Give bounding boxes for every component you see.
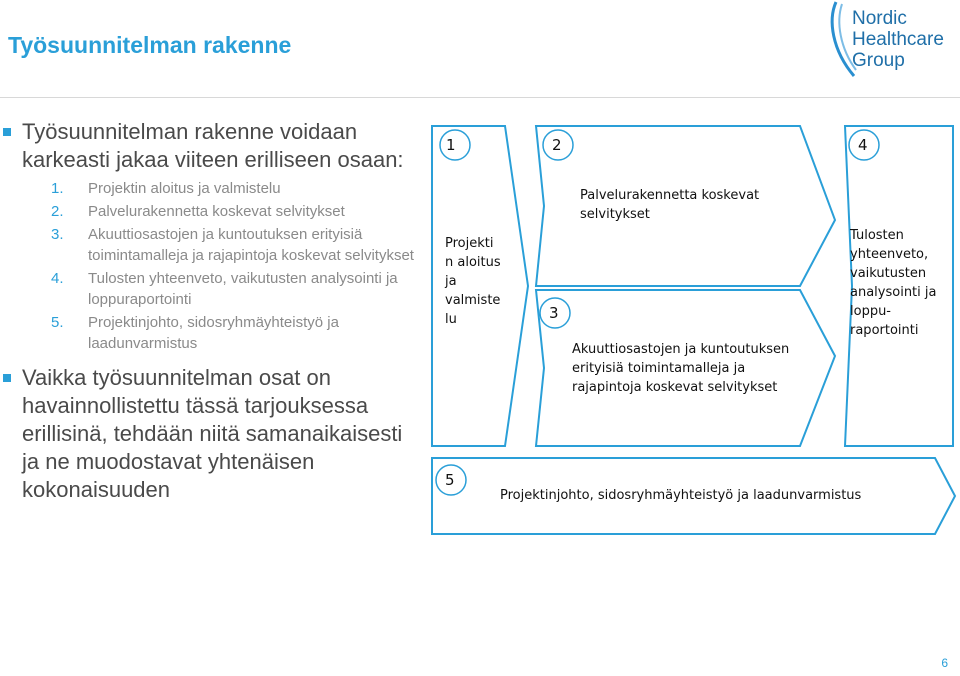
phase3-label	[572, 340, 789, 397]
list-text: Palvelurakennetta koskevat selvitykset	[88, 203, 345, 220]
slide-title: Työsuunnitelman rakenne	[8, 32, 292, 58]
phase3-line: erityisiä toimintamalleja ja	[572, 361, 746, 376]
phase5-label: Projektinjohto, sidosryhmäyhteistyö ja laadunvarmistus	[500, 488, 862, 503]
phase4-line: Tulosten	[850, 228, 904, 243]
bullet-text: Työsuunnitelman rakenne voidaan karkeasti jakaa viiteen erilliseen osaan:	[22, 119, 404, 172]
page-number: 6	[941, 656, 948, 670]
list-text: Akuuttiosastojen ja kuntoutuksen erityisiä toimintamalleja ja rajapintoja koskevat selvitykset	[88, 226, 414, 264]
phase4-line: loppu-	[850, 304, 891, 319]
phase5-number: 5	[445, 471, 455, 489]
list-number: 5.	[51, 314, 64, 331]
phase1-line: lu	[445, 312, 457, 327]
phase4-line: vaikutusten	[850, 266, 927, 281]
list-number: 4.	[51, 270, 64, 287]
phase1-line: valmiste	[445, 293, 501, 308]
list-number: 1.	[51, 180, 64, 197]
phase2-line: selvitykset	[580, 207, 650, 222]
phase4-line: raportointi	[850, 323, 919, 338]
logo-line: Healthcare	[852, 29, 944, 50]
phase4-label	[850, 226, 936, 340]
phase4-line: analysointi ja	[850, 285, 937, 300]
list-text: Tulosten yhteenveto, vaikutusten analysointi ja loppuraportointi	[88, 270, 398, 308]
logo-line: Nordic	[852, 8, 907, 29]
phase1-number: 1	[446, 136, 456, 154]
phase1-line: n aloitus	[445, 255, 501, 270]
list-text: Projektinjohto, sidosryhmäyhteistyö ja laadunvarmistus	[88, 314, 339, 352]
phase3-line: rajapintoja koskevat selvitykset	[572, 380, 778, 395]
phase1-line: ja	[445, 274, 457, 289]
phase2-line: Palvelurakennetta koskevat	[580, 188, 760, 203]
phase1-line: Projekti	[445, 236, 494, 251]
phase4-number: 4	[858, 136, 868, 154]
logo-line: Group	[852, 50, 905, 71]
phase2-number: 2	[552, 136, 562, 154]
bullet-text: Vaikka työsuunnitelman osat on havainnollistettu tässä tarjouksessa erillisinä, tehdään niitä samanaikaisesti ja ne muodostavat yhtenäisen kokonaisuuden	[22, 365, 403, 502]
phase4-line: yhteenveto,	[850, 247, 929, 262]
phase3-number: 3	[549, 304, 559, 322]
phase1-label	[445, 234, 501, 329]
phase3-line: Akuuttiosastojen ja kuntoutuksen	[572, 342, 790, 357]
list-text: Projektin aloitus ja valmistelu	[88, 180, 281, 197]
list-number: 3.	[51, 226, 64, 243]
list-number: 2.	[51, 203, 64, 220]
phase2-label	[580, 186, 759, 224]
